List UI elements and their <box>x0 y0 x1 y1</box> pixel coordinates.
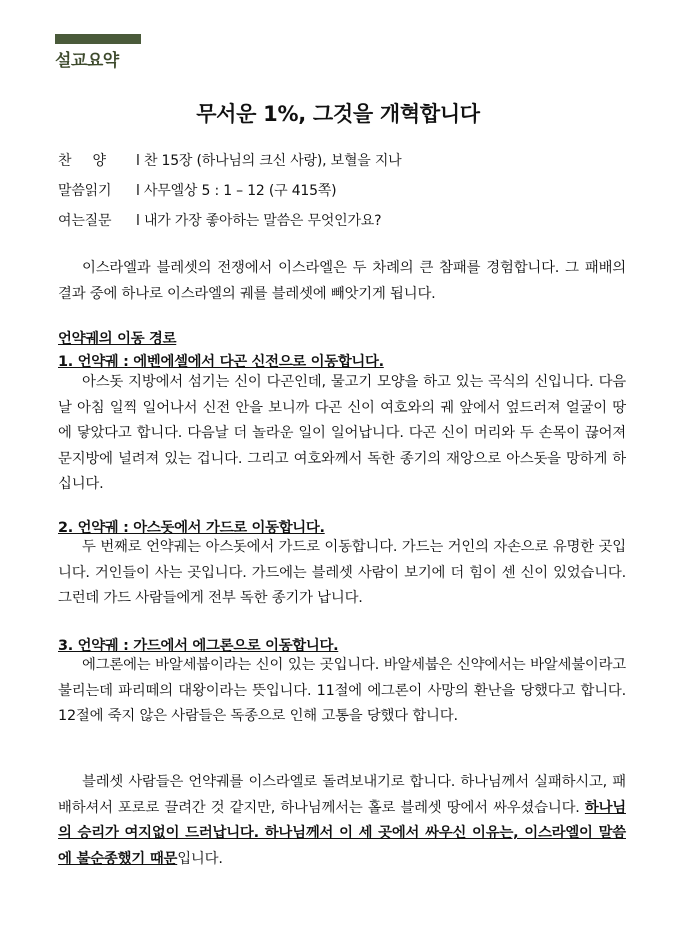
section-2-heading: 2. 언약궤 : 아스돗에서 가드로 이동합니다. <box>58 520 325 536</box>
route-heading: 언약궤의 이동 경로 <box>58 331 177 347</box>
section-1-body: 아스돗 지방에서 섬기는 신이 다곤인데, 물고기 모양을 하고 있는 곡식의 신입니다. 다음날 아침 일찍 일어나서 신전 안을 보니까 다곤 신이 여호와의 궤 앞에서 엎드러져 얼굴이 땅에 닿았다고 합니다. 다음날 더 놀라운 일이 일어납니다. 다곤 신이 머리와 두 손목이 끊어져 문지방에 널려져 있는 겁니다. 그리고 여호와께서 독한 종기의 재앙으로 아스돗을 망하게 하십니다. <box>58 374 626 492</box>
section-3-heading: 3. 언약궤 : 가드에서 에그론으로 이동합니다. <box>58 638 339 654</box>
meta-opening-value: l 내가 가장 좋아하는 말씀은 무엇인가요? <box>136 213 382 229</box>
meta-reading <box>58 180 336 200</box>
intro-paragraph: 이스라엘과 블레셋의 전쟁에서 이스라엘은 두 차례의 큰 참패를 경험합니다. 그 패배의 결과 중에 하나로 이스라엘의 궤를 블레셋에 빼앗기게 됩니다. <box>58 260 626 302</box>
page-title: 무서운 1%, 그것을 개혁합니다 <box>196 102 480 126</box>
section-2-body: 두 번째로 언약궤는 아스돗에서 가드로 이동합니다. 가드는 거인의 자손으로 유명한 곳입니다. 거인들이 사는 곳입니다. 가드에는 블레셋 사람이 보기에 더 힘이 센 신이 있었습니다. 그런데 가드 사람들에게 전부 독한 종기가 납니다. <box>58 539 626 606</box>
meta-hymn-key: 찬양 <box>58 153 128 169</box>
meta-reading-value: l 사무엘상 5 : 1 – 12 (구 415쪽) <box>136 183 337 199</box>
header-label: 설교요약 <box>55 51 119 71</box>
meta-reading-key: 말씀읽기 <box>58 183 112 199</box>
meta-opening <box>58 210 381 230</box>
section-1-heading: 1. 언약궤 : 에벤에셀에서 다곤 신전으로 이동합니다. <box>58 354 384 370</box>
meta-hymn <box>58 150 402 170</box>
header-bar <box>55 34 141 44</box>
section-header <box>55 34 141 71</box>
conclusion-plain: 블레셋 사람들은 언약궤를 이스라엘로 돌려보내기로 합니다. 하나님께서 실패하시고, 패배하셔서 포로로 끌려간 것 같지만, 하나님께서는 홀로 블레셋 땅에서 싸우셨습니다. <box>58 774 626 816</box>
conclusion-paragraph <box>58 770 626 872</box>
section-3-body: 에그론에는 바알세붑이라는 신이 있는 곳입니다. 바알세붑은 신약에서는 바알세불이라고 불리는데 파리떼의 대왕이라는 뜻입니다. 11절에 에그론이 사망의 환난을 당했다고 합니다. 12절에 죽지 않은 사람들은 독종으로 인해 고통을 당했다 합니다. <box>58 657 626 724</box>
meta-hymn-value: l 찬 15장 (하나님의 크신 사랑), 보혈을 지나 <box>136 153 402 169</box>
conclusion-emphasis: 하나님의 승리가 여지없이 드러납니다. 하나님께서 이 세 곳에서 싸우신 이유는, 이스라엘이 말씀에 불순종했기 때문 <box>58 799 626 867</box>
conclusion-tail: 입니다. <box>177 850 223 867</box>
meta-opening-key: 여는질문 <box>58 213 112 229</box>
